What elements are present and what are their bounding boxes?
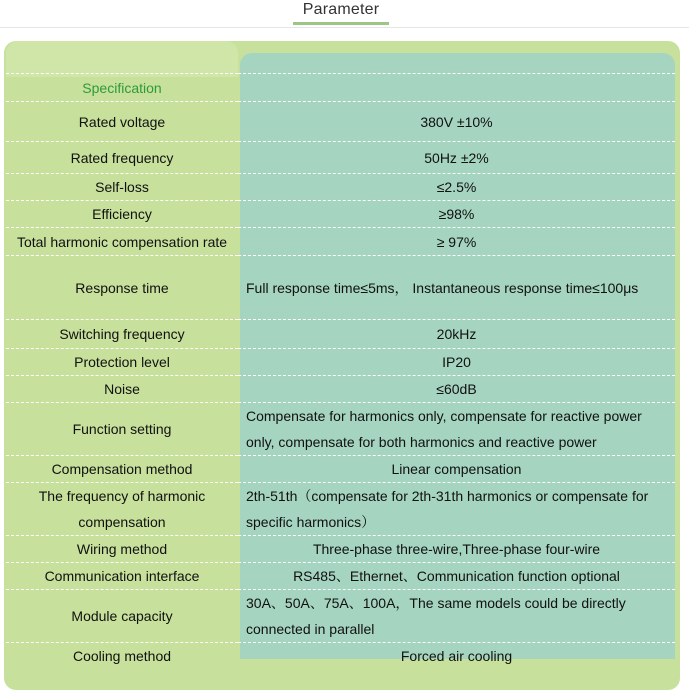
- spec-key: Compensation method: [6, 456, 238, 483]
- table-row: [6, 228, 675, 256]
- spec-value: ≥ 97%: [238, 228, 675, 256]
- spec-table: [6, 73, 675, 670]
- table-row: [6, 590, 675, 643]
- table-row: [6, 536, 675, 563]
- spec-key: Protection level: [6, 349, 238, 376]
- table-row: [6, 563, 675, 590]
- spec-key: Function setting: [6, 403, 238, 456]
- table-row: [6, 349, 675, 376]
- spec-header-value: [238, 74, 675, 102]
- table-row: [6, 174, 675, 201]
- spec-key: Noise: [6, 376, 238, 403]
- spec-value: Three-phase three-wire,Three-phase four-wire: [238, 536, 675, 563]
- table-row: [6, 256, 675, 320]
- spec-value: Full response time≤5ms， Instantaneous response time≤100μs: [238, 256, 675, 320]
- spec-key: Rated frequency: [6, 142, 238, 174]
- spec-value: RS485、Ethernet、Communication function optional: [238, 563, 675, 590]
- spec-value: Forced air cooling: [238, 643, 675, 670]
- tab-bar: [0, 0, 689, 28]
- table-row: [6, 201, 675, 228]
- table-row: [6, 376, 675, 403]
- spec-value: 50Hz ±2%: [238, 142, 675, 174]
- table-row: [6, 643, 675, 670]
- spec-key: Communication interface: [6, 563, 238, 590]
- table-row: [6, 403, 675, 456]
- table-row: [6, 142, 675, 174]
- spec-key: Response time: [6, 256, 238, 320]
- spec-key: Rated voltage: [6, 102, 238, 142]
- spec-value: IP20: [238, 349, 675, 376]
- spec-value: 380V ±10%: [238, 102, 675, 142]
- table-row: [6, 456, 675, 483]
- spec-key: Module capacity: [6, 590, 238, 643]
- spec-key: Wiring method: [6, 536, 238, 563]
- spec-value: ≥98%: [238, 201, 675, 228]
- spec-value: ≤60dB: [238, 376, 675, 403]
- tab-active-indicator: [293, 22, 389, 25]
- spec-key: Switching frequency: [6, 320, 238, 349]
- key-column-cap: [6, 41, 238, 77]
- table-header-row: [6, 74, 675, 102]
- spec-value: Linear compensation: [238, 456, 675, 483]
- spec-key: Efficiency: [6, 201, 238, 228]
- spec-value: ≤2.5%: [238, 174, 675, 201]
- spec-key: Cooling method: [6, 643, 238, 670]
- spec-value: 30A、50A、75A、100A，The same models could be directly connected in parallel: [238, 590, 675, 643]
- table-row: [6, 483, 675, 536]
- spec-value: 20kHz: [238, 320, 675, 349]
- table-row: [6, 320, 675, 349]
- tab-parameter[interactable]: Parameter: [302, 1, 380, 18]
- spec-value: Compensate for harmonics only, compensate for reactive power only, compensate for both harmonics and reactive power: [238, 403, 675, 456]
- spec-header: Specification: [6, 74, 238, 102]
- spec-key: Total harmonic compensation rate: [6, 228, 238, 256]
- table-row: [6, 102, 675, 142]
- spec-key: Self-loss: [6, 174, 238, 201]
- spec-table-frame: [4, 41, 680, 690]
- spec-key: The frequency of harmonic compensation: [6, 483, 238, 536]
- spec-value: 2th-51th（compensate for 2th-31th harmonics or compensate for specific harmonics）: [238, 483, 675, 536]
